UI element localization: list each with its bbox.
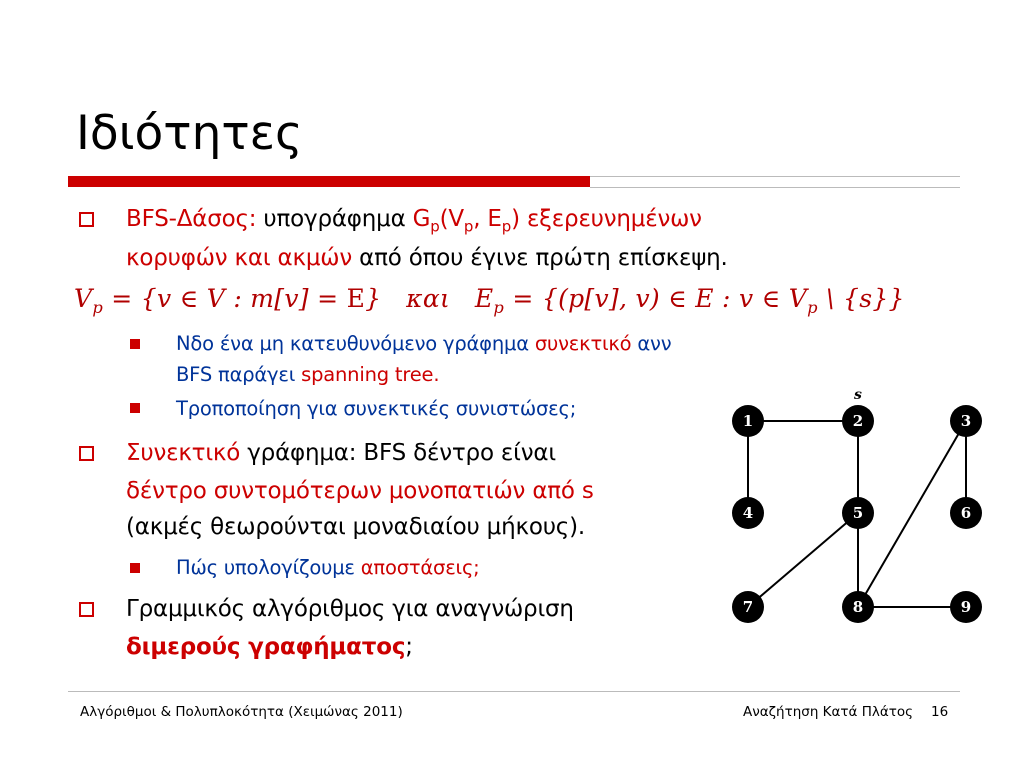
footer-course: Αλγόριθμοι & Πολυπλοκότητα (Χειμώνας 2011) (80, 704, 403, 720)
node-label-9: 9 (960, 598, 972, 616)
filled-square-bullet-icon (130, 339, 140, 349)
bullet-connected-line2: δέντρο συντομότερων μονοπατιών από s (126, 478, 594, 504)
filled-square-bullet-icon (130, 403, 140, 413)
edge-3-8 (858, 421, 966, 607)
filled-square-bullet-icon (130, 563, 140, 573)
sub-bullet-connected-line2: BFS παράγει spanning tree. (176, 363, 440, 386)
bullet-bipartite-line1: Γραμμικός αλγόριθμος για αναγνώριση (126, 596, 574, 622)
hollow-square-bullet-icon (79, 602, 94, 617)
node-label-1: 1 (742, 412, 754, 430)
bullet-bfs-forest-line1: BFS-Δάσος: υπογράφημα $G_p(V_p$, $E_p$) εξερευνημένων (126, 206, 702, 236)
source-label: s (854, 387, 862, 403)
slide-title: Ιδιότητες (76, 106, 303, 161)
title-accent-bar (68, 176, 590, 187)
hollow-square-bullet-icon (79, 446, 94, 461)
bullet-bfs-forest-line2: κορυφών και ακμών από όπου έγινε πρώτη επίσκεψη. (126, 245, 728, 271)
footer-divider (68, 691, 960, 692)
formula-vp-ep: $V_p = \{v$ ∈ V : m[v] = E} και $E_p = \{(p[v]$, v) ∈ E : v ∈ $V_p$ \ {s}} (74, 284, 905, 317)
node-label-3: 3 (960, 412, 972, 430)
sub-bullet-components: Τροποποίηση για συνεκτικές συνιστώσες; (176, 397, 577, 420)
footer-topic: Αναζήτηση Κατά Πλάτος (743, 704, 914, 720)
hollow-square-bullet-icon (79, 212, 94, 227)
bfs-forest-label: BFS-Δάσος: (126, 206, 257, 232)
node-label-2: 2 (852, 412, 864, 430)
title-divider-lower (590, 187, 960, 188)
edge-5-7 (748, 513, 858, 607)
sub-bullet-distances: Πώς υπολογίζουμε αποστάσεις; (176, 556, 480, 579)
bullet-bipartite-line2: διμερούς γραφήματος; (126, 634, 413, 660)
page-number: 16 (931, 704, 949, 720)
sub-bullet-connected-line1: Νδο ένα μη κατευθυνόμενο γράφημα συνεκτικό ανν (176, 332, 672, 355)
bfs-graph (720, 380, 1000, 640)
node-label-6: 6 (960, 504, 972, 522)
bullet-connected-line3: (ακμές θεωρούνται μοναδιαίου μήκους). (126, 514, 585, 540)
node-label-7: 7 (742, 598, 754, 616)
node-label-4: 4 (742, 504, 754, 522)
node-label-8: 8 (852, 598, 864, 616)
node-label-5: 5 (852, 504, 864, 522)
bullet-connected-line1: Συνεκτικό γράφημα: BFS δέντρο είναι (126, 440, 556, 466)
